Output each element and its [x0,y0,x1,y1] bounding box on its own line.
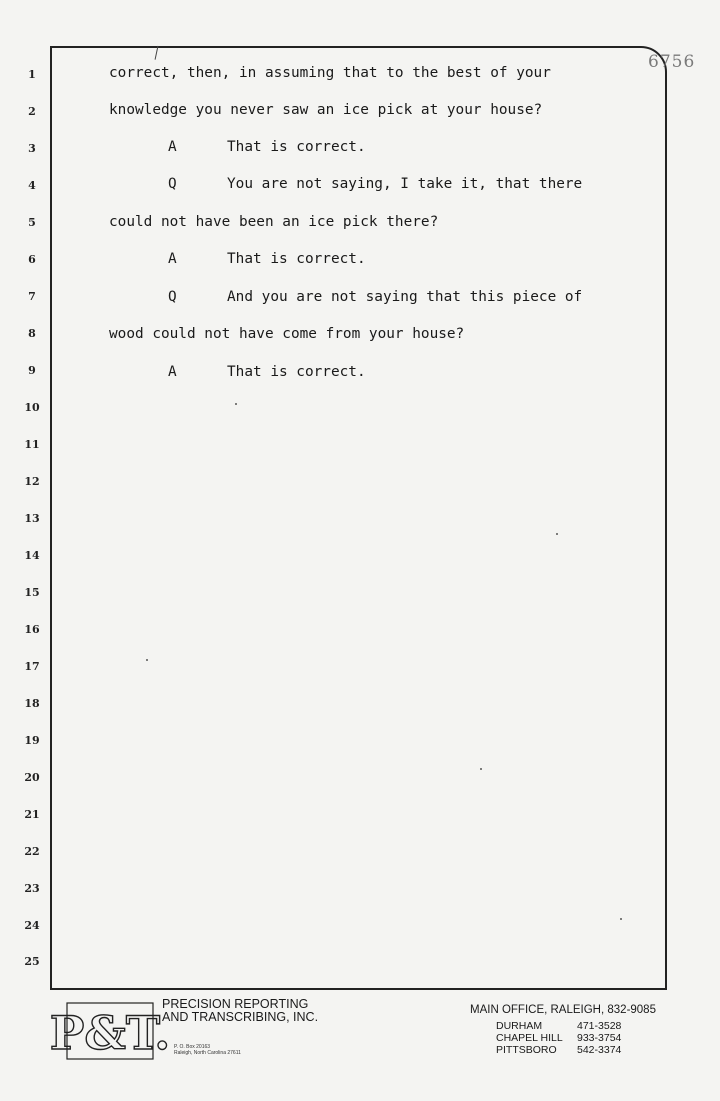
transcript-line-text: That is correct. [227,364,366,380]
transcript-line-text: You are not saying, I take it, that there [227,176,583,192]
address-line-1: P. O. Box 20163 [174,1044,211,1050]
company-name [162,998,318,1024]
scan-speck [480,768,482,770]
line-number: 7 [28,290,36,303]
line-number: 18 [24,697,40,710]
address-line-2: Raleigh, North Carolina 27611 [174,1050,241,1056]
branch-city: DURHAM [496,1020,543,1032]
speaker-label: A [168,364,177,380]
speaker-label: A [168,139,177,155]
line-number: 6 [28,253,36,266]
line-number: 25 [24,955,40,968]
scan-speck [146,659,148,661]
line-number: 16 [24,623,40,636]
line-number: 11 [24,438,40,451]
page-number: 6756 [648,52,696,72]
line-number: 15 [24,586,40,599]
line-number: 1 [28,68,36,81]
transcript-line-text: wood could not have come from your house? [109,326,465,342]
company-address [174,1044,241,1056]
line-number: 4 [28,179,36,192]
branch-city: PITTSBORO [496,1044,557,1056]
line-number: 14 [24,549,40,562]
line-number: 2 [28,105,36,118]
line-number: 22 [24,845,40,858]
line-number: 9 [28,364,36,377]
pt-logo-icon [49,1001,171,1061]
branch-city: CHAPEL HILL [496,1032,563,1044]
transcript-line-text: And you are not saying that this piece of [227,289,583,305]
main-office: MAIN OFFICE, RALEIGH, 832-9085 [470,1004,656,1016]
scan-speck [556,533,558,535]
branch-phone: 933-3754 [577,1032,622,1044]
scan-speck [620,918,622,920]
transcript-line-text: knowledge you never saw an ice pick at your house? [109,102,543,118]
speaker-label: A [168,251,177,267]
company-line-1: PRECISION REPORTING [162,997,309,1011]
line-number: 23 [24,882,40,895]
line-number: 5 [28,216,36,229]
transcript-line-text: That is correct. [227,251,366,267]
line-number: 12 [24,475,40,488]
branch-phone: 471-3528 [577,1020,622,1032]
branch-phone: 542-3374 [577,1044,622,1056]
line-number: 21 [24,808,40,821]
speaker-label: Q [168,176,177,192]
company-line-2: AND TRANSCRIBING, INC. [162,1010,319,1024]
line-number: 19 [24,734,40,747]
scan-speck [235,403,237,405]
line-number: 20 [24,771,40,784]
reporter-footer [0,995,720,1101]
line-number: 13 [24,512,40,525]
transcript-line-text: correct, then, in assuming that to the best of your [109,65,551,81]
line-number: 24 [24,919,40,932]
transcript-line-text: That is correct. [227,139,366,155]
line-number: 17 [24,660,40,673]
speaker-label: Q [168,289,177,305]
line-number: 10 [24,401,40,414]
line-number: 3 [28,142,36,155]
line-number: 8 [28,327,36,340]
logo-text: P&T. [49,1006,171,1060]
transcript-line-text: could not have been an ice pick there? [109,214,439,230]
